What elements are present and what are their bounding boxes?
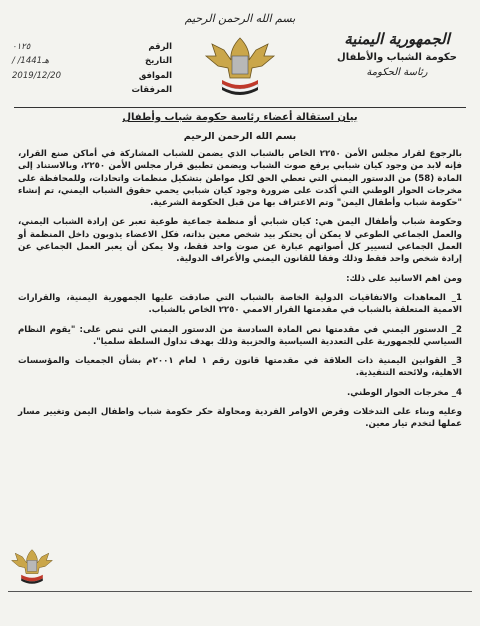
paragraph-3: ومن اهم الاسانيد على ذلك:	[346, 273, 462, 284]
paragraph-4: وعليه وبناء على التدخلات وفرض الاوامر الفردية ومحاولة حكر حكومة شباب واطفال اليمن وتغيير مسار عملها لتخدم تيار معين.	[18, 407, 462, 430]
header-divider	[14, 107, 466, 108]
corresponding-row	[12, 69, 172, 83]
letter-body	[18, 148, 462, 438]
ref-value: ٠١٢٥	[12, 42, 31, 52]
ref-label: الرقم	[148, 42, 172, 52]
letter-title: بيان استقالة أعضاء رئاسة حكومة شباب وأطفال	[122, 112, 358, 123]
corresponding-label: الموافق	[138, 70, 172, 81]
list-item-1: 1_ المعاهدات والاتفاقيات الدولية الخاصة بالشباب التي صادقت عليها الجمهورية اليمنية، والقرارات الاممية المتعلقة بالشباب في مقدمتها القرار الاممي ٢٢٥٠ الخاص بالشباب.	[18, 292, 462, 316]
date-label: التاريخ	[145, 56, 172, 67]
paragraph-2: وحكومة شباب وأطفال اليمن هي: كيان شبابي أو منظمة جماعية طوعية تعبر عن إرادة الشباب اليمني، والعمل الجماعي الطوعي لا يمكن أن يحتكر بيد شخص معين بذاته، فكل الاعضاء يذوبون داخل المنظمة أو العمل الجماعي لتسيير كل أصواتهم عبارة عن صوت واحد فقط، ولا يمكن أن يعبر العمل الجماعي عن إرادة شخص واحد فقط وذلك وفقا للقانون اليمني والأعراف الدولية.	[18, 217, 462, 265]
yemen-eagle-emblem	[200, 34, 280, 100]
attachments-row	[12, 83, 172, 97]
ref-row	[12, 40, 172, 54]
basmala-calligraphy: بسم الله الرحمن الرحيم	[184, 12, 296, 25]
presidency-name: رئاسة الحكومة	[366, 67, 428, 79]
footer-divider	[8, 591, 472, 592]
list-item-4: 4_ مخرجات الحوار الوطني.	[347, 387, 462, 398]
republic-name: الجمهورية اليمنية	[344, 30, 450, 48]
list-item-2: 2_ الدستور اليمني في مقدمتها نص المادة السادسة من الدستور اليمني التي تنص على: "يقوم النظام السياسي للجمهورية على التعددية السياسية والحزبية وذلك بهدف تداول السلطة سلميا".	[18, 324, 462, 347]
letter-basmala: بسم الله الرحمن الرحيم	[183, 131, 297, 142]
list-item-3: 3_ القوانين اليمنية ذات العلاقة في مقدمتها قانون رقم ١ لعام ٢٠٠١م بشأن الجمعيات والمؤسسات الاهلية، ولائحته التنفيذية.	[18, 356, 462, 379]
corresponding-value: 2019/12/20	[12, 70, 61, 81]
organization-name: حكومة الشباب والأطفال	[337, 51, 457, 63]
date-row	[12, 54, 172, 68]
letter-metadata	[12, 40, 172, 98]
footer-eagle-emblem	[8, 546, 56, 588]
attachments-label: المرفقات	[131, 85, 172, 96]
letterhead-right	[322, 30, 472, 80]
paragraph-1: بالرجوع لقرار مجلس الأمن ٢٢٥٠ الخاص بالشباب الذي يضمن للشباب المشاركة في أماكن صنع القرار، فإنه لابد من وجود كيان شبابي يرفع صوت الشباب ويضمن تطبيق قرار مجلس الأمن ٢٢٥٠، وبالاستناد إلى المادة (58) من الدستور اليمني التي تعطي الحق لكل مواطن بتشكيل منظمات واتحادات، وللمحافظة على مخرجات الحوار الوطني التي أكدت على ضرورة وجود كيان شبابي يحمي حقوق الشباب اليمني، تم إنشاء "حكومة شباب وأطفال اليمن" وتم الاعتراف بها من قبل الحكومة الشرعية.	[18, 149, 463, 209]
date-value: / /1441هـ	[12, 56, 50, 67]
